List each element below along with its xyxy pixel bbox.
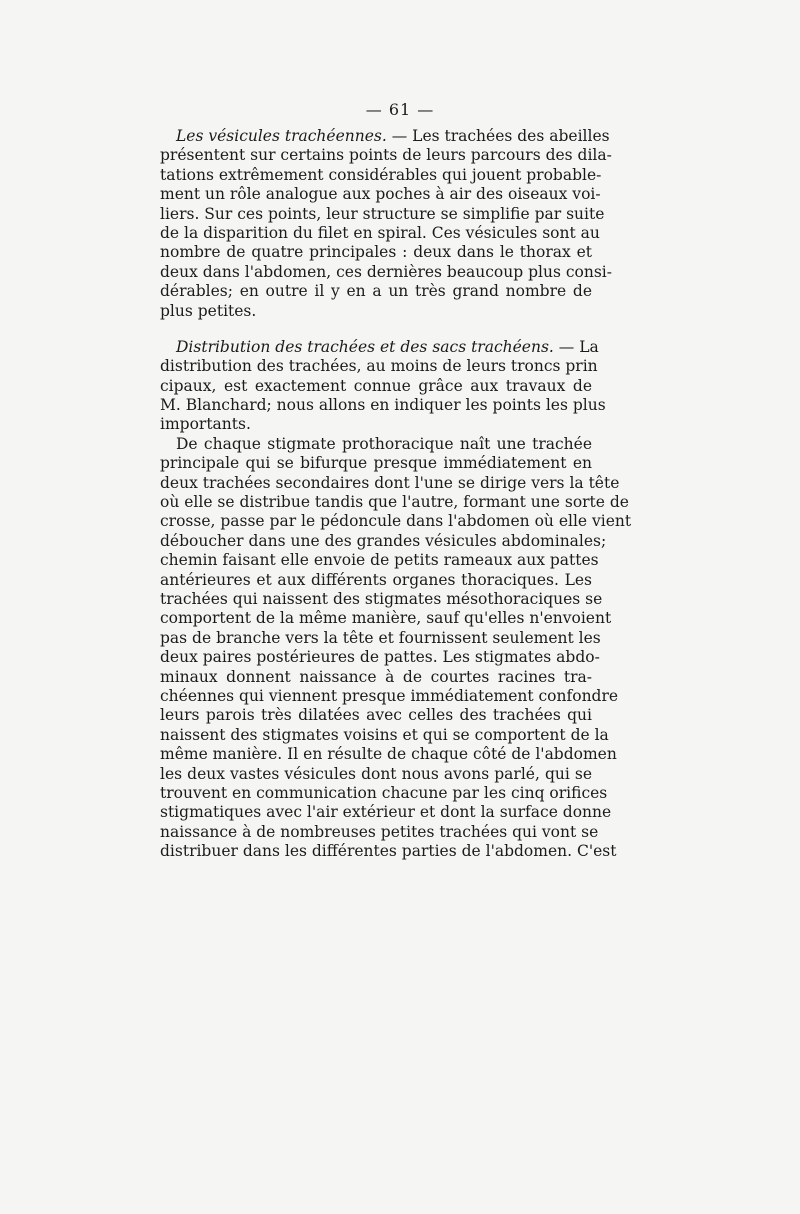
text-line: pas de branche vers la tête et fournissent seulement les (160, 628, 601, 647)
text-line: déboucher dans une des grandes vésicules abdominales; (160, 531, 607, 550)
paragraph-distribution (160, 337, 606, 435)
text-line: comportent de la même manière, sauf qu'elles n'envoient (160, 609, 612, 628)
text-line: leurs parois très dilatées avec celles des trachées qui (160, 706, 592, 725)
text-line: dérables; en outre il y en a un très grand nombre de (160, 282, 592, 301)
text-line: antérieures et aux différents organes thoraciques. Les (160, 570, 592, 589)
paragraph-vesicules (160, 127, 612, 321)
text-line: présentent sur certains points de leurs parcours des dila- (160, 146, 612, 165)
text-line: stigmatiques avec l'air extérieur et dont la surface donne (160, 803, 612, 822)
text-line: naissance à de nombreuses petites trachées qui vont se (160, 822, 599, 841)
text-line: importants. (160, 415, 251, 434)
text-line: deux trachées secondaires dont l'une se dirige vers la tête (160, 473, 620, 492)
text-line: chéennes qui viennent presque immédiatement confondre (160, 686, 619, 705)
text-line: Les vésicules trachéennes. — Les trachées des abeilles (176, 127, 610, 145)
text-line: même manière. Il en résulte de chaque côté de l'abdomen (160, 745, 617, 764)
section-heading: Distribution des trachées et des sacs trachéens. (176, 337, 554, 356)
text-line: où elle se distribue tandis que l'autre, formant une sorte de (160, 493, 629, 512)
text-line: distribution des trachées, au moins de leurs troncs prin (160, 357, 598, 376)
text-line: tations extrêmement considérables qui jouent probable- (160, 165, 602, 184)
text-line: cipaux, est exactement connue grâce aux travaux de (160, 376, 592, 395)
text-line: crosse, passe par le pédoncule dans l'abdomen où elle vient (160, 512, 632, 531)
text-line: de la disparition du filet en spiral. Ces vésicules sont au (160, 223, 600, 242)
text-line: trouvent en communication chacune par les cinq orifices (160, 783, 608, 802)
text-line: distribuer dans les différentes parties de l'abdomen. C'est (160, 842, 617, 861)
text-line: naissent des stigmates voisins et qui se comportent de la (160, 725, 609, 744)
text-line: les deux vastes vésicules dont nous avons parlé, qui se (160, 764, 592, 783)
text-line: deux dans l'abdomen, ces dernières beaucoup plus consi- (160, 262, 612, 281)
text-line: chemin faisant elle envoie de petits rameaux aux pattes (160, 551, 599, 570)
text-line: deux paires postérieures de pattes. Les stigmates abdo- (160, 648, 600, 667)
text-line: principale qui se bifurque presque immédiatement en (160, 454, 592, 473)
page-number: — 61 — (365, 100, 435, 119)
body-text (160, 127, 632, 861)
paragraph-stigmates (160, 434, 632, 862)
text-line: M. Blanchard; nous allons en indiquer les points les plus (160, 396, 606, 415)
text-line: plus petites. (160, 301, 257, 320)
text-line: minaux donnent naissance à de courtes racines tra- (160, 667, 592, 686)
text-line: nombre de quatre principales : deux dans le thorax et (160, 243, 592, 262)
text-line: ment un rôle analogue aux poches à air des oiseaux voi- (160, 185, 601, 204)
text-line: trachées qui naissent des stigmates mésothoraciques se (160, 589, 603, 608)
text-line: liers. Sur ces points, leur structure se simplifie par suite (160, 204, 605, 223)
text-line: Distribution des trachées et des sacs trachéens. — La (176, 337, 599, 356)
text-line: De chaque stigmate prothoracique naît une trachée (176, 434, 592, 453)
section-heading: Les vésicules trachéennes. (176, 127, 387, 145)
